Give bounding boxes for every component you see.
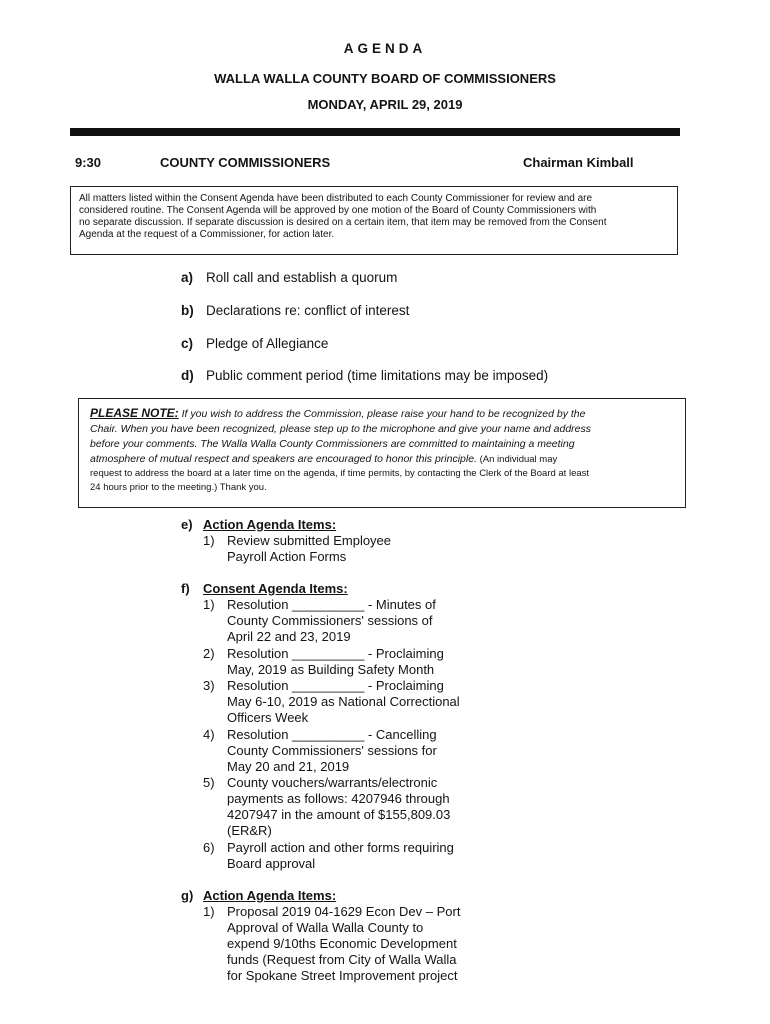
list-item — [203, 727, 503, 775]
agenda-item-a — [181, 270, 397, 285]
meeting-date: MONDAY, APRIL 29, 2019 — [307, 97, 463, 112]
item-line: Approval of Walla Walla County to — [227, 920, 424, 935]
session-time: 9:30 — [75, 155, 102, 170]
item-line: Resolution __________ - Proclaiming — [227, 678, 444, 693]
agenda-title: AGENDA — [343, 41, 427, 56]
section-g-heading — [181, 888, 336, 903]
please-note-box — [78, 398, 686, 508]
item-number: 5) — [203, 775, 215, 790]
item-number: 4) — [203, 727, 215, 742]
header-divider — [70, 128, 680, 136]
item-line: Resolution __________ - Cancelling — [227, 727, 437, 742]
list-item — [203, 646, 503, 678]
consent-agenda-notice — [70, 186, 678, 255]
agenda-item-b — [181, 303, 409, 318]
consent-notice-line: considered routine. The Consent Agenda will be approved by one motion of the Board of County Commissioners with — [79, 205, 597, 216]
note-line: Chair. When you have been recognized, please step up to the microphone and give your name and address — [90, 423, 592, 435]
note-line: (An individual may — [476, 454, 558, 465]
item-label: b) — [181, 303, 194, 318]
section-label: f) — [181, 581, 190, 596]
list-item — [203, 533, 503, 565]
section-e-heading — [181, 517, 336, 532]
item-text: Public comment period (time limitations may be imposed) — [206, 368, 549, 383]
note-line: request to address the board at a later time on the agenda, if time permits, by contacting the Clerk of the Board at least — [90, 468, 590, 479]
note-line: 24 hours prior to the meeting.) Thank you. — [90, 482, 267, 493]
section-title: Action Agenda Items: — [203, 517, 337, 532]
note-line: before your comments. The Walla Walla County Commissioners are committed to maintaining a meeting — [90, 438, 575, 450]
note-line: atmosphere of mutual respect and speakers are encouraged to honor this principle. — [90, 453, 477, 465]
section-label: e) — [181, 517, 193, 532]
item-line: May 20 and 21, 2019 — [227, 759, 350, 774]
item-line: payments as follows: 4207946 through — [227, 791, 450, 806]
item-number: 1) — [203, 533, 215, 548]
item-text: Pledge of Allegiance — [206, 336, 329, 351]
section-label: g) — [181, 888, 194, 903]
section-title: Action Agenda Items: — [203, 888, 337, 903]
item-line: Officers Week — [227, 710, 309, 725]
list-item — [203, 775, 503, 839]
item-line: Resolution __________ - Minutes of — [227, 597, 436, 612]
item-line: County Commissioners' sessions for — [227, 743, 437, 758]
session-title: COUNTY COMMISSIONERS — [160, 155, 331, 170]
please-note-label: PLEASE NOTE: — [90, 406, 179, 420]
agenda-item-d — [181, 368, 548, 383]
list-item — [203, 597, 503, 645]
item-line: Payroll action and other forms requiring — [227, 840, 454, 855]
item-number: 3) — [203, 678, 215, 693]
item-line: County vouchers/warrants/electronic — [227, 775, 438, 790]
item-number: 1) — [203, 904, 215, 919]
item-line: for Spokane Street Improvement project — [227, 968, 458, 983]
item-number: 2) — [203, 646, 215, 661]
item-line: May, 2019 as Building Safety Month — [227, 662, 435, 677]
board-name: WALLA WALLA COUNTY BOARD OF COMMISSIONERS — [214, 71, 556, 86]
item-label: c) — [181, 336, 194, 351]
section-f-heading — [181, 581, 348, 596]
list-item — [203, 678, 503, 726]
list-item — [203, 840, 503, 872]
agenda-item-c — [181, 336, 328, 351]
item-text: Roll call and establish a quorum — [206, 270, 398, 285]
item-text: Declarations re: conflict of interest — [206, 303, 410, 318]
item-line: expend 9/10ths Economic Development — [227, 936, 457, 951]
item-line: County Commissioners' sessions of — [227, 613, 433, 628]
item-line: April 22 and 23, 2019 — [227, 629, 351, 644]
item-label: a) — [181, 270, 194, 285]
consent-notice-line: All matters listed within the Consent Agenda have been distributed to each County Commissioner for review and are — [79, 193, 593, 204]
note-line: If you wish to address the Commission, please raise your hand to be recognized by the — [178, 408, 586, 420]
item-label: d) — [181, 368, 194, 383]
consent-notice-line: Agenda at the request of a Commissioner, for action later. — [79, 229, 335, 240]
list-item — [203, 904, 503, 984]
item-line: funds (Request from City of Walla Walla — [227, 952, 457, 967]
item-line: Proposal 2019 04-1629 Econ Dev – Port — [227, 904, 461, 919]
section-title: Consent Agenda Items: — [203, 581, 348, 596]
item-line: Board approval — [227, 856, 316, 871]
item-line: May 6-10, 2019 as National Correctional — [227, 694, 460, 709]
item-number: 6) — [203, 840, 215, 855]
item-number: 1) — [203, 597, 215, 612]
item-line: 4207947 in the amount of $155,809.03 — [227, 807, 451, 822]
item-line: Payroll Action Forms — [227, 549, 347, 564]
item-line: (ER&R) — [227, 823, 272, 838]
item-line: Review submitted Employee — [227, 533, 392, 548]
consent-notice-line: no separate discussion. If separate discussion is desired on a certain item, that item may be removed from the Consent — [79, 217, 607, 228]
session-chair: Chairman Kimball — [523, 155, 634, 170]
item-line: Resolution __________ - Proclaiming — [227, 646, 444, 661]
